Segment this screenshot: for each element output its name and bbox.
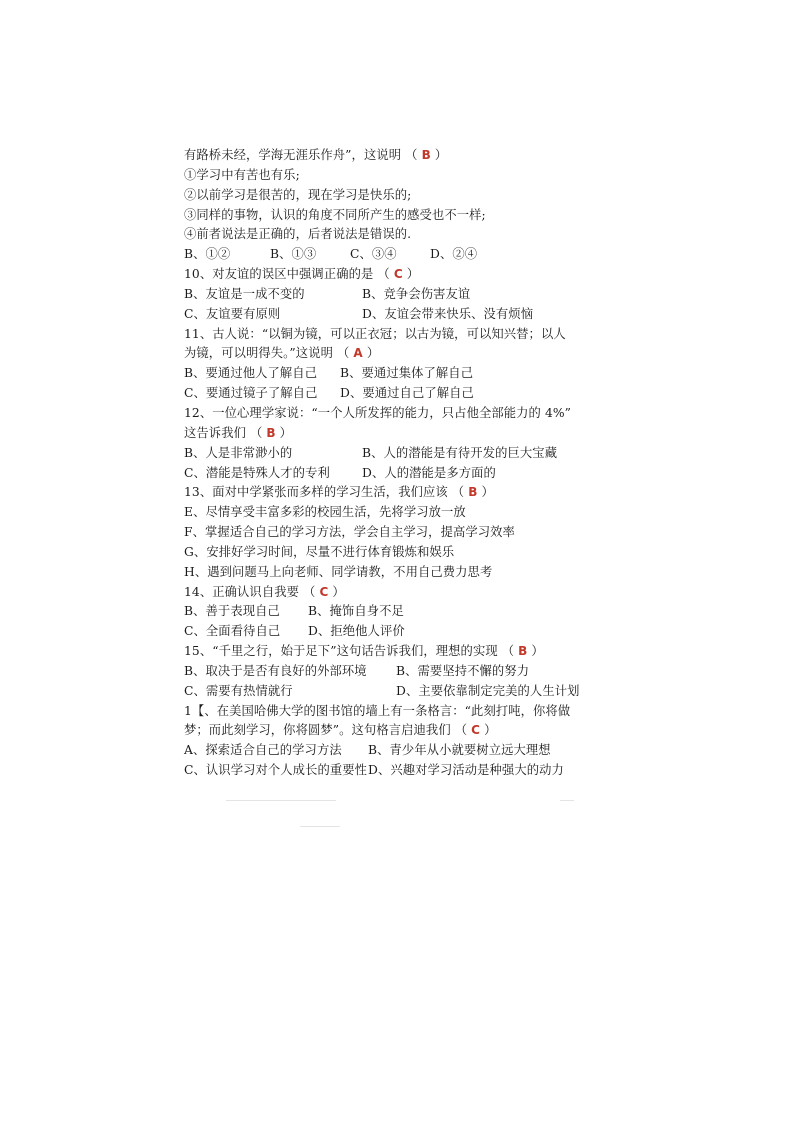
question-line: 15、“千里之行，始于足下”这句话告诉我们，理想的实现 （ B ）	[184, 644, 544, 659]
option: B、人的潜能是有待开发的巨大宝藏	[362, 445, 558, 460]
option: B、青少年从小就要树立远大理想	[368, 743, 551, 758]
answer-mark: B	[421, 148, 431, 162]
question-line: 梦；而此刻学习，你将圆梦”。这句格言启迪我们 （ C ）	[184, 723, 497, 738]
statement-line: ④前者说法是正确的，后者说法是错误的.	[184, 227, 412, 242]
option-row	[184, 761, 604, 781]
answer-mark: C	[393, 267, 403, 282]
question-line: 1【、在美国哈佛大学的图书馆的墙上有一条格言：“此刻打吨，你将做	[184, 703, 571, 718]
option: B、①②	[184, 247, 231, 262]
option: B、取决于是否有良好的外部环境	[184, 663, 367, 678]
scan-artifact	[226, 800, 336, 801]
option-row	[184, 682, 604, 702]
option: D、要通过自己了解自己	[340, 386, 474, 401]
option-row	[184, 364, 604, 384]
option: C、全面看待自己	[184, 624, 281, 639]
option-row	[184, 662, 604, 682]
option: C、潜能是特殊人才的专利	[184, 465, 330, 480]
statement-line: ②以前学习是很苦的，现在学习是快乐的;	[184, 187, 412, 202]
option: B、①③	[270, 247, 317, 262]
question-list	[184, 146, 604, 781]
option-row	[184, 245, 604, 265]
question-line: 11、古人说：“以铜为镜，可以正衣冠；以古为镜，可以知兴替；以人	[184, 326, 566, 341]
option: D、友谊会带来快乐、没有烦恼	[362, 306, 534, 321]
answer-mark: B	[518, 644, 528, 659]
scan-artifact	[300, 826, 340, 827]
option: B、需要坚持不懈的努力	[396, 663, 530, 678]
option: C、需要有热情就行	[184, 683, 293, 698]
option-row: G、安排好学习时间，尽量不进行体育锻炼和娱乐	[184, 544, 455, 559]
option: B、掩饰自身不足	[308, 604, 404, 619]
question-line: 这告诉我们 （ B ）	[184, 425, 293, 440]
statement-line: ③同样的事物，认识的角度不同所产生的感受也不一样;	[184, 207, 486, 222]
option-row	[184, 622, 604, 642]
option-row	[184, 464, 604, 484]
option-row	[184, 444, 604, 464]
answer-mark: A	[353, 346, 363, 361]
option: B、友谊是一成不变的	[184, 286, 305, 301]
question-line: 13、面对中学紧张而多样的学习生活，我们应该 （ B ）	[184, 485, 494, 500]
option: D、拒绝他人评价	[308, 624, 405, 639]
option: B、人是非常渺小的	[184, 445, 293, 460]
answer-mark: C	[471, 723, 481, 738]
option: D、兴趣对学习活动是种强大的动力	[368, 763, 564, 778]
option-row	[184, 285, 604, 305]
option: B、要通过他人了解自己	[184, 366, 318, 381]
option: D、②④	[430, 247, 478, 262]
option: D、主要依靠制定完美的人生计划	[396, 683, 580, 698]
answer-mark: B	[468, 485, 478, 500]
option: A、探索适合自己的学习方法	[184, 743, 342, 758]
option-row	[184, 741, 604, 761]
answer-mark: C	[319, 584, 329, 599]
option-row: E、尽情享受丰富多彩的校园生活，先将学习放一放	[184, 505, 466, 520]
option: C、③④	[350, 247, 397, 262]
option-row	[184, 602, 604, 622]
answer-mark: B	[266, 425, 276, 440]
option: C、友谊要有原则	[184, 306, 281, 321]
option: D、人的潜能是多方面的	[362, 465, 496, 480]
option-row: H、遇到问题马上向老师、同学请教，不用自己费力思考	[184, 564, 493, 579]
option: C、要通过镜子了解自己	[184, 386, 318, 401]
option: B、竞争会伤害友谊	[362, 286, 471, 301]
question-line: 14、正确认识自我要 （ C ）	[184, 584, 345, 599]
option: B、善于表现自己	[184, 604, 280, 619]
scan-artifact	[560, 800, 574, 801]
question-line: 有路桥未经，学海无涯乐作舟”，这说明 （ B ）	[184, 148, 448, 162]
option: B、要通过集体了解自己	[340, 366, 474, 381]
option-row	[184, 384, 604, 404]
statement-line: ①学习中有苦也有乐;	[184, 167, 300, 182]
question-line: 10、对友谊的误区中强调正确的是 （ C ）	[184, 267, 420, 282]
option-row	[184, 305, 604, 325]
option-row: F、掌握适合自己的学习方法，学会自主学习，提高学习效率	[184, 525, 515, 540]
option: C、认识学习对个人成长的重要性	[184, 763, 368, 778]
question-line: 12、一位心理学家说：“一个人所发挥的能力，只占他全部能力的 4%”	[184, 405, 572, 420]
question-line: 为镜，可以明得失。”这说明 （ A ）	[184, 346, 380, 361]
